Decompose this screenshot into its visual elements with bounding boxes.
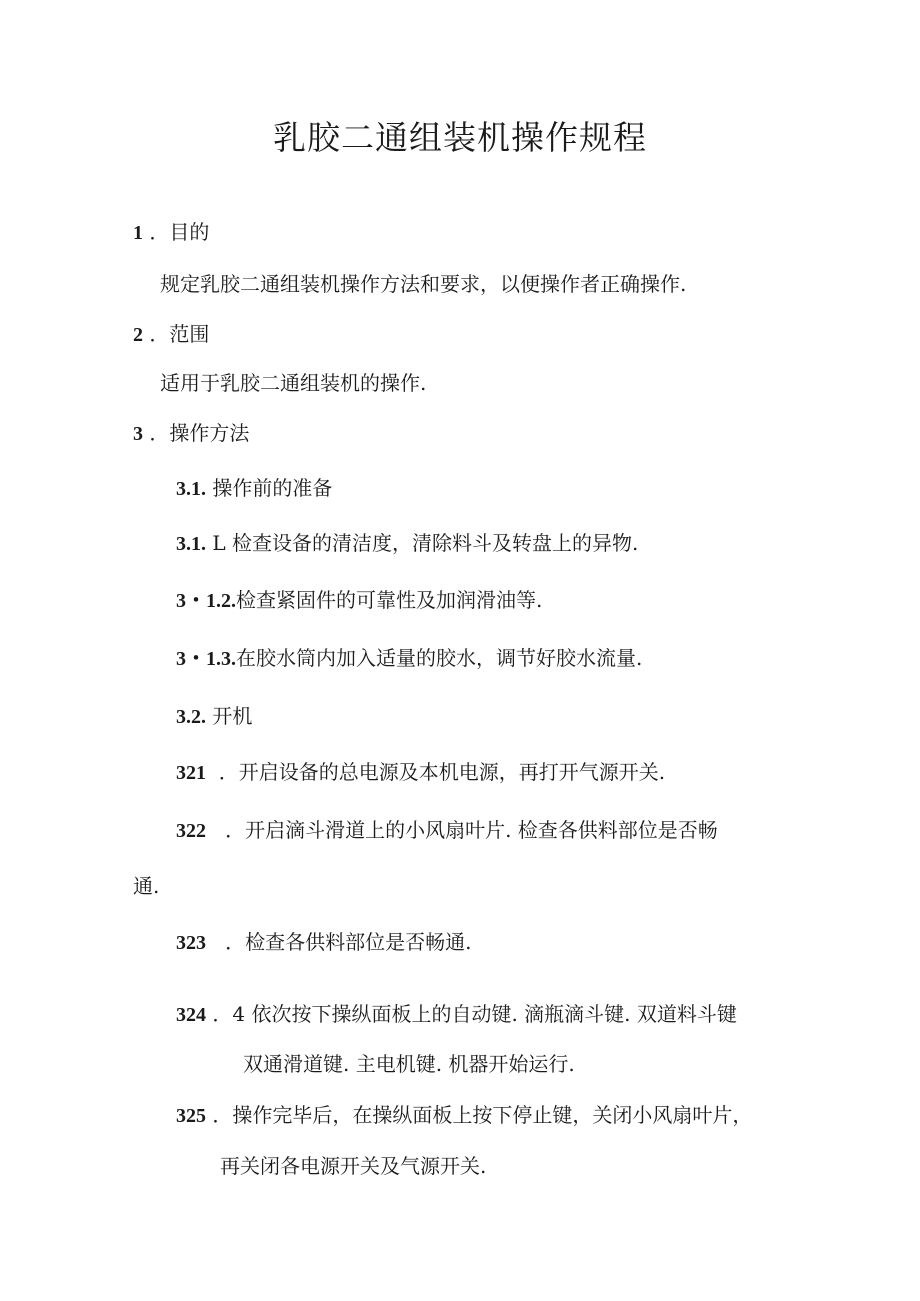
item-text: ．开启滴斗滑道上的小风扇叶片. 检查各供料部位是否畅 — [225, 818, 718, 842]
item-322-continued — [133, 872, 159, 900]
item-3-1-2 — [176, 586, 542, 615]
item-number: 321 — [176, 762, 206, 784]
item-321 — [176, 758, 665, 787]
item-number: 323 — [176, 932, 206, 954]
paragraph-text: 规定乳胶二通组装机操作方法和要求，以便操作者正确操作. — [160, 272, 687, 296]
subsection-text: 开机 — [212, 704, 253, 728]
item-text: 再关闭各电源开关及气源开关. — [220, 1154, 487, 1178]
item-text: ．检查各供料部位是否畅通. — [225, 930, 472, 954]
subsection-number: 3.2. — [176, 706, 206, 728]
section-text: ．目的 — [149, 220, 210, 244]
item-3-1-3 — [176, 644, 642, 673]
subsection-startup — [176, 702, 252, 731]
subsection-text: 操作前的准备 — [212, 476, 333, 500]
item-text: 双通滑道键. 主电机键. 机器开始运行. — [243, 1052, 575, 1076]
item-324-continued — [243, 1050, 575, 1078]
item-322 — [176, 816, 718, 845]
item-323 — [176, 928, 471, 957]
item-number: 322 — [176, 820, 206, 842]
item-number: 3・1.2. — [176, 590, 236, 612]
section-text: ．操作方法 — [149, 421, 250, 445]
item-number: 325 — [176, 1105, 206, 1127]
item-text: ．4 依次按下操纵面板上的自动键. 滴瓶滴斗键. 双道料斗键 — [212, 1002, 737, 1026]
item-number: 3.1. — [176, 533, 206, 555]
item-325-continued — [220, 1152, 486, 1180]
paragraph-text: 适用于乳胶二通组装机的操作. — [160, 371, 427, 395]
item-number: 324 — [176, 1004, 206, 1026]
section-heading-scope — [133, 320, 209, 349]
item-text: ．操作完毕后，在操纵面板上按下停止键，关闭小风扇叶片， — [212, 1103, 753, 1127]
item-number: 3・1.3. — [176, 648, 236, 670]
item-text: 检查紧固件的可靠性及加润滑油等. — [236, 588, 543, 612]
subsection-preparation — [176, 474, 332, 503]
paragraph-scope — [160, 369, 426, 397]
item-text: 通. — [133, 874, 160, 898]
paragraph-purpose — [160, 270, 686, 298]
subsection-number: 3.1. — [176, 478, 206, 500]
item-text: 在胶水筒内加入适量的胶水，调节好胶水流量. — [236, 646, 643, 670]
section-number: 2 — [133, 324, 143, 346]
item-text: L 检查设备的清洁度，清除料斗及转盘上的异物. — [212, 531, 639, 555]
section-heading-purpose — [133, 218, 209, 247]
item-324 — [176, 1000, 737, 1029]
item-325 — [176, 1101, 752, 1130]
item-text: ．开启设备的总电源及本机电源，再打开气源开关. — [218, 760, 666, 784]
section-number: 1 — [133, 222, 143, 244]
section-number: 3 — [133, 423, 143, 445]
section-text: ．范围 — [149, 322, 210, 346]
section-heading-method — [133, 419, 249, 448]
item-3-1-1 — [176, 529, 638, 558]
document-title: 乳胶二通组装机操作规程 — [273, 118, 647, 157]
